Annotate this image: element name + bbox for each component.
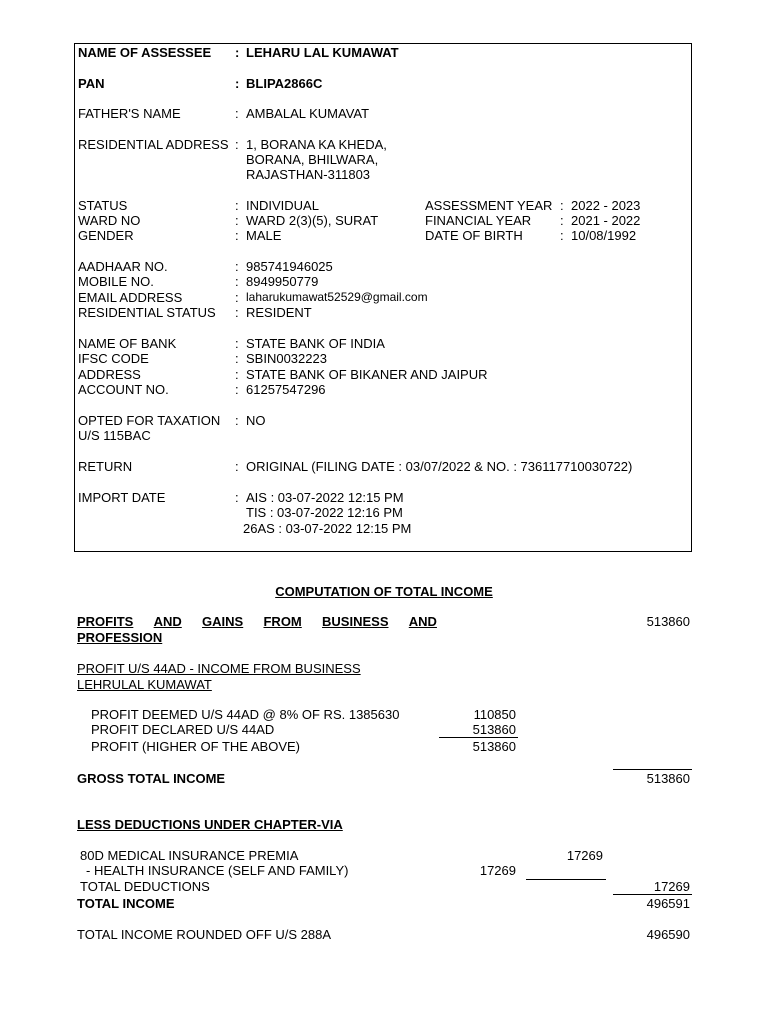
aadhaar-label: AADHAAR NO. <box>78 259 168 274</box>
colon: : <box>235 336 239 351</box>
colon: : <box>235 459 239 474</box>
colon: : <box>235 351 239 366</box>
deemed-profit-value: 110850 <box>473 707 516 722</box>
colon: : <box>235 413 239 428</box>
colon: : <box>235 106 239 121</box>
rounded-income-label: TOTAL INCOME ROUNDED OFF U/S 288A <box>77 927 332 942</box>
mobile-label: MOBILE NO. <box>78 274 154 289</box>
deductions-heading: LESS DEDUCTIONS UNDER CHAPTER-VIA <box>77 817 343 832</box>
financial-year-value: 2021 - 2022 <box>571 213 641 228</box>
father-name-value: AMBALAL KUMAVAT <box>246 106 370 121</box>
colon: : <box>560 198 564 213</box>
total-deductions-label: TOTAL DEDUCTIONS <box>80 879 210 894</box>
colon: : <box>235 367 239 382</box>
residential-status-value: RESIDENT <box>246 305 312 320</box>
gender-label: GENDER <box>78 228 134 243</box>
pan-value: BLIPA2866C <box>246 76 323 91</box>
status-label: STATUS <box>78 198 128 213</box>
colon: : <box>235 382 239 397</box>
bank-address-value: STATE BANK OF BIKANER AND JAIPUR <box>246 367 488 382</box>
pan-label: PAN <box>78 76 105 91</box>
pgbp-heading-word: AND <box>153 614 182 629</box>
opted-taxation-label-line-1: OPTED FOR TAXATION <box>78 413 221 428</box>
colon: : <box>235 259 239 274</box>
ifsc-label: IFSC CODE <box>78 351 149 366</box>
dob-value: 10/08/1992 <box>571 228 637 243</box>
aadhaar-value: 985741946025 <box>246 259 333 274</box>
address-line-2: BORANA, BHILWARA, <box>246 152 379 167</box>
colon: : <box>235 198 239 213</box>
address-label: RESIDENTIAL ADDRESS <box>78 137 229 152</box>
colon: : <box>235 274 239 289</box>
higher-profit-label: PROFIT (HIGHER OF THE ABOVE) <box>91 739 300 754</box>
address-line-3: RAJASTHAN-311803 <box>246 167 371 182</box>
colon: : <box>235 45 240 60</box>
email-label: EMAIL ADDRESS <box>78 290 183 305</box>
assessee-name-label: NAME OF ASSESSEE <box>78 45 212 60</box>
mobile-value: 8949950779 <box>246 274 319 289</box>
pgbp-heading-word: AND <box>408 614 437 629</box>
pgbp-heading-word: PROFITS <box>77 614 134 629</box>
profit-44ad-title: PROFIT U/S 44AD - INCOME FROM BUSINESS <box>77 661 361 676</box>
assessee-name-value: LEHARU LAL KUMAWAT <box>246 45 399 60</box>
gender-value: MALE <box>246 228 282 243</box>
pgbp-heading-word: FROM <box>263 614 302 629</box>
assessment-year-value: 2022 - 2023 <box>571 198 641 213</box>
import-tis: TIS : 03-07-2022 12:16 PM <box>246 505 403 520</box>
bank-name-value: STATE BANK OF INDIA <box>246 336 385 351</box>
pgbp-total: 513860 <box>646 614 690 629</box>
colon: : <box>235 76 240 91</box>
health-insurance-label: - HEALTH INSURANCE (SELF AND FAMILY) <box>86 863 349 878</box>
higher-profit-value: 513860 <box>472 739 516 754</box>
assessment-year-label: ASSESSMENT YEAR <box>425 198 553 213</box>
total-income-rule <box>613 894 692 895</box>
import-ais: AIS : 03-07-2022 12:15 PM <box>246 490 404 505</box>
import-date-label: IMPORT DATE <box>78 490 166 505</box>
deemed-profit-label: PROFIT DEEMED U/S 44AD @ 8% OF RS. 1385630 <box>91 707 400 722</box>
return-label: RETURN <box>78 459 133 474</box>
declared-profit-value: 513860 <box>472 722 516 737</box>
return-value: ORIGINAL (FILING DATE : 03/07/2022 & NO. : 736117710030722) <box>246 459 633 474</box>
subtotal-rule <box>439 737 518 738</box>
address-line-1: 1, BORANA KA KHEDA, <box>246 137 387 152</box>
total-income-value: 496591 <box>646 896 690 911</box>
deduction-rule <box>526 879 606 880</box>
colon: : <box>235 305 239 320</box>
email-value: laharukumawat52529@gmail.com <box>246 290 428 304</box>
colon: : <box>560 228 564 243</box>
financial-year-label: FINANCIAL YEAR <box>425 213 532 228</box>
gti-rule <box>613 769 692 770</box>
health-insurance-value: 17269 <box>479 863 516 878</box>
colon: : <box>235 228 239 243</box>
colon: : <box>560 213 564 228</box>
pgbp-heading-word: BUSINESS <box>322 614 389 629</box>
ward-label: WARD NO <box>78 213 141 228</box>
ward-value: WARD 2(3)(5), SURAT <box>246 213 379 228</box>
colon: : <box>235 213 239 228</box>
rounded-income-value: 496590 <box>646 927 690 942</box>
bank-address-label: ADDRESS <box>78 367 141 382</box>
residential-status-label: RESIDENTIAL STATUS <box>78 305 216 320</box>
colon: : <box>235 137 239 152</box>
account-value: 61257547296 <box>246 382 326 397</box>
computation-title: COMPUTATION OF TOTAL INCOME <box>275 584 493 599</box>
gross-total-income-label: GROSS TOTAL INCOME <box>77 771 226 786</box>
status-value: INDIVIDUAL <box>246 198 319 213</box>
pgbp-heading-line-1 <box>77 614 437 629</box>
opted-taxation-value: NO <box>246 413 266 428</box>
deduction-80d-label: 80D MEDICAL INSURANCE PREMIA <box>80 848 299 863</box>
deduction-80d-value: 17269 <box>566 848 603 863</box>
pgbp-heading-word: GAINS <box>202 614 244 629</box>
business-name: LEHRULAL KUMAWAT <box>77 677 212 692</box>
gross-total-income-value: 513860 <box>646 771 690 786</box>
total-deductions-value: 17269 <box>653 879 690 894</box>
total-income-label: TOTAL INCOME <box>77 896 175 911</box>
declared-profit-label: PROFIT DECLARED U/S 44AD <box>91 722 275 737</box>
opted-taxation-label-line-2: U/S 115BAC <box>78 428 151 443</box>
colon: : <box>235 290 239 305</box>
import-26as: 26AS : 03-07-2022 12:15 PM <box>243 521 412 536</box>
ifsc-value: SBIN0032223 <box>246 351 327 366</box>
pgbp-heading-line-2: PROFESSION <box>77 630 163 645</box>
account-label: ACCOUNT NO. <box>78 382 169 397</box>
dob-label: DATE OF BIRTH <box>425 228 523 243</box>
father-name-label: FATHER'S NAME <box>78 106 181 121</box>
bank-name-label: NAME OF BANK <box>78 336 177 351</box>
colon: : <box>235 490 239 505</box>
